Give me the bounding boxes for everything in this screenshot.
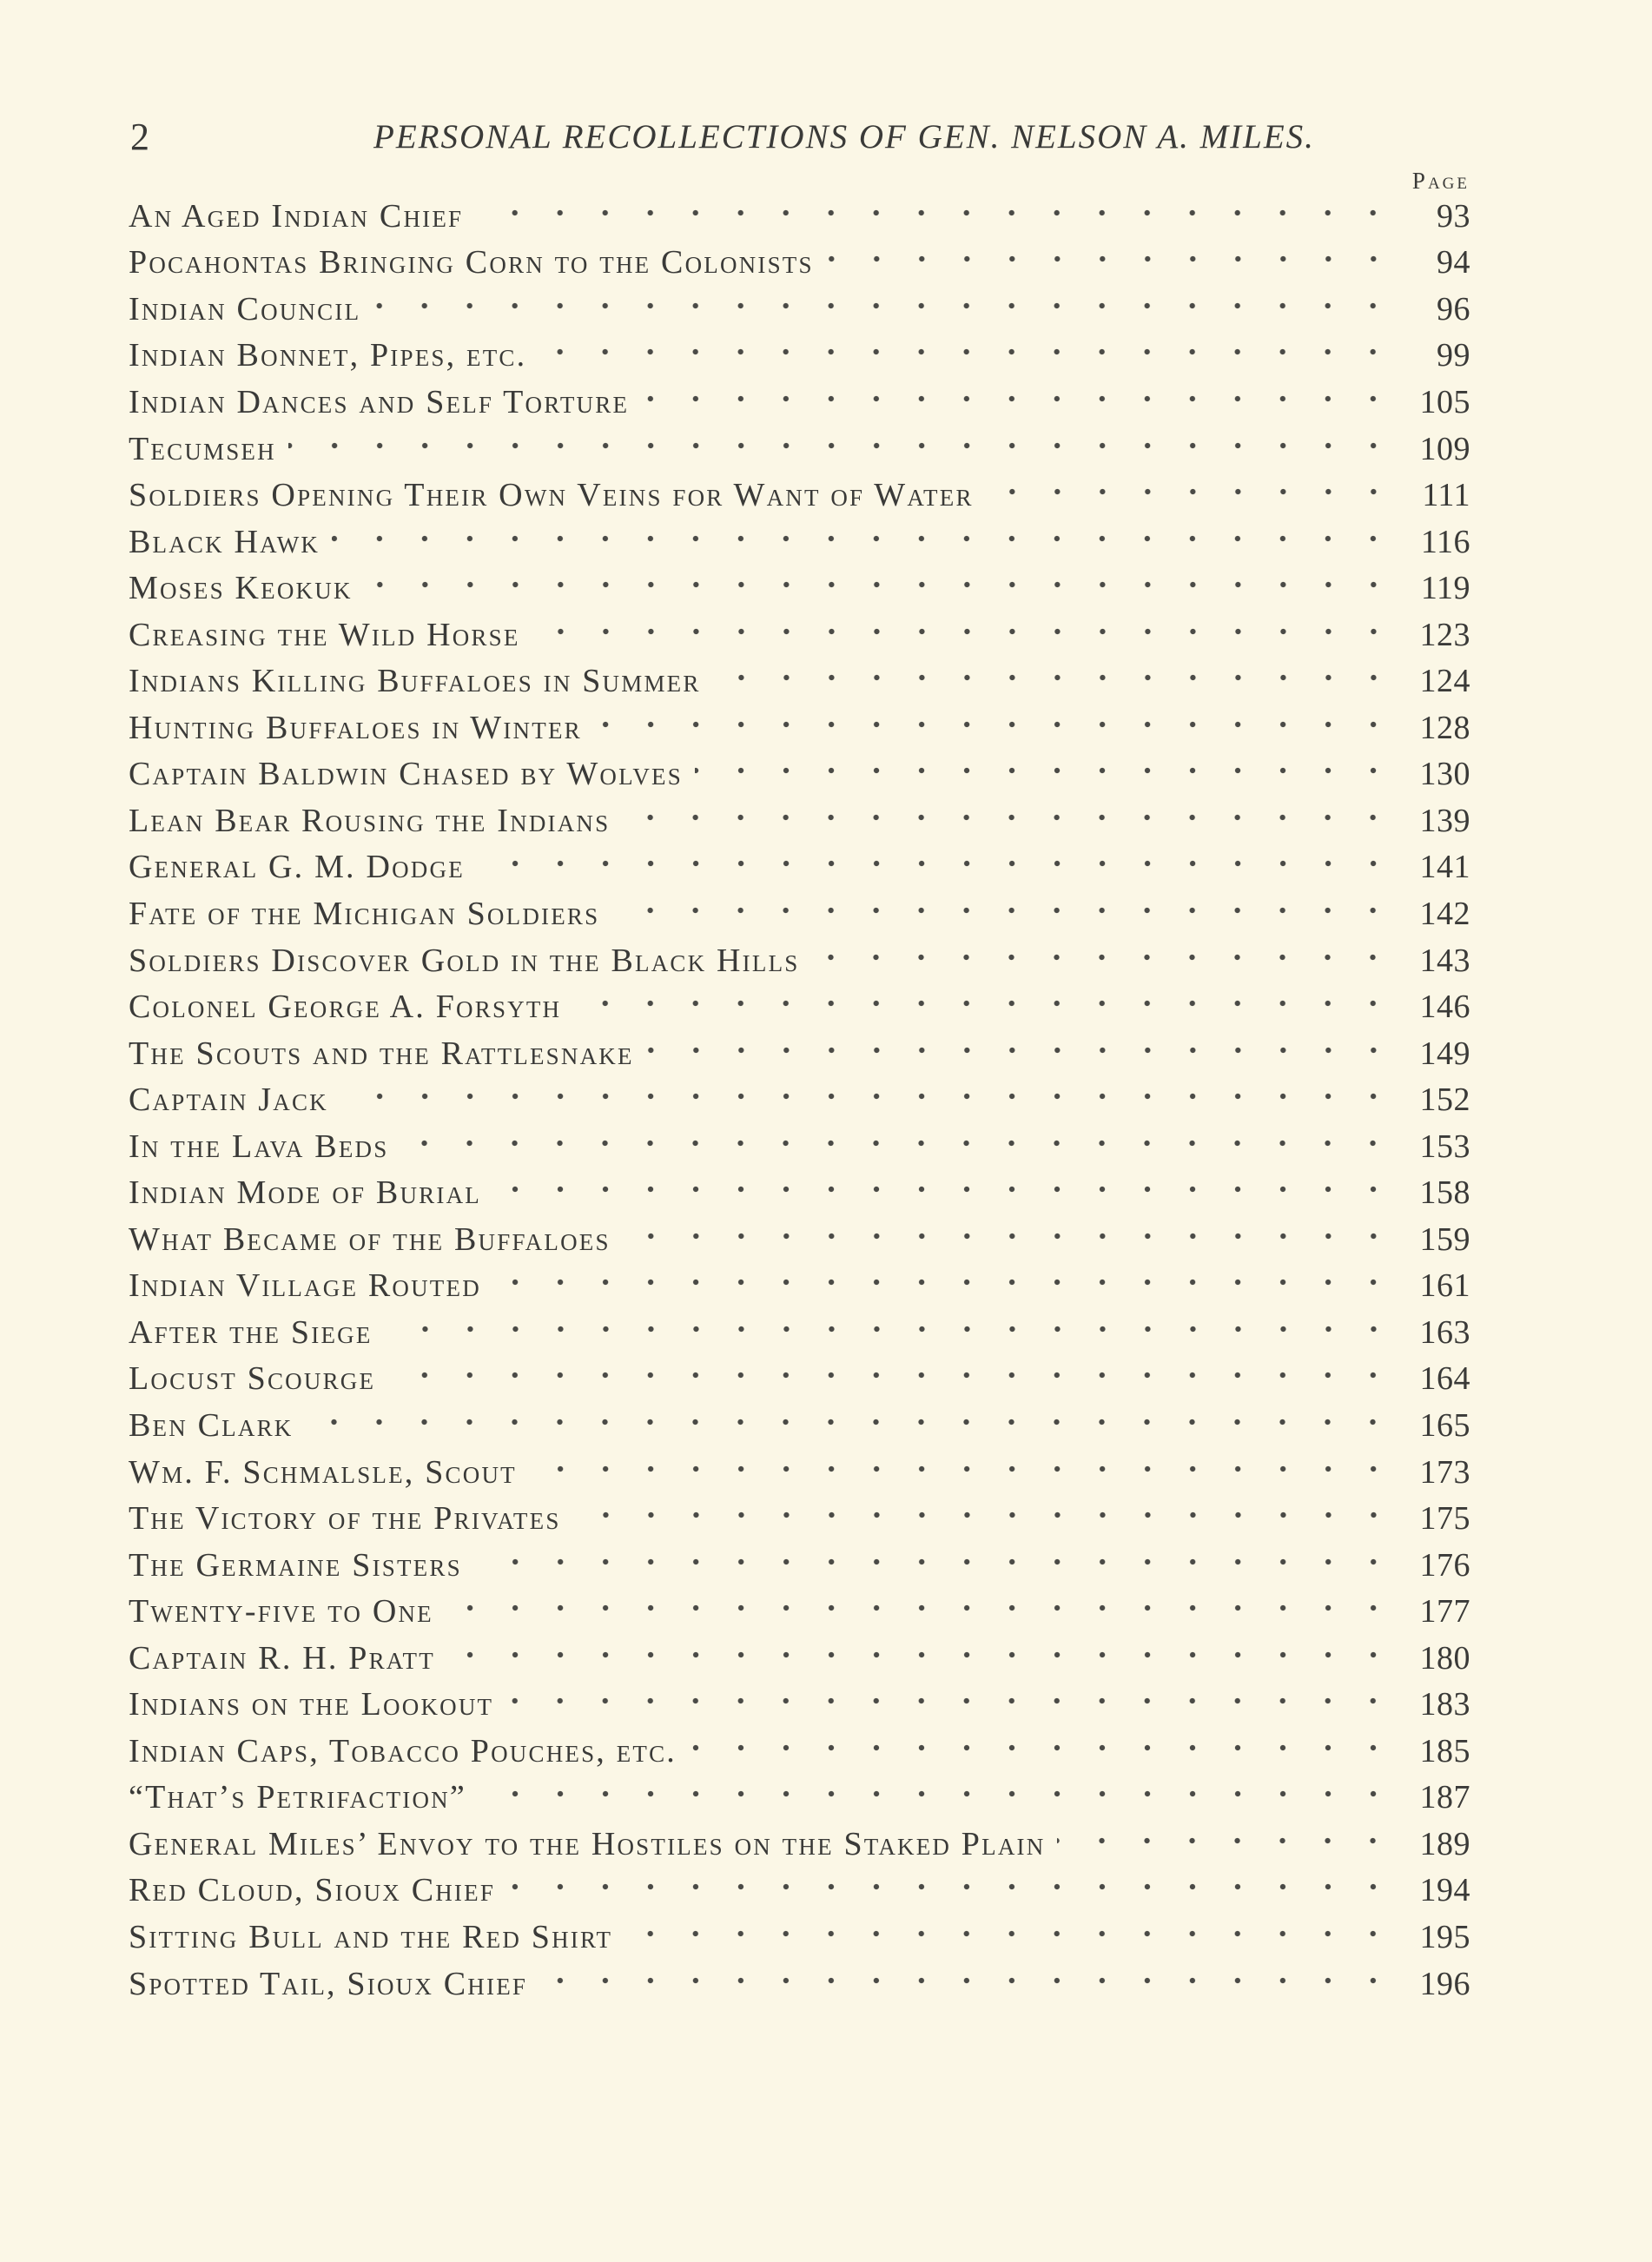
entry-page-number: 175: [1419, 1500, 1470, 1538]
toc-entry: [129, 426, 1470, 473]
entry-title: Indians on the Lookout: [129, 1686, 494, 1723]
toc-entry: [129, 1309, 1470, 1356]
dot-leader: [474, 1548, 1396, 1583]
dot-leader: [623, 1222, 1396, 1257]
toc-entry: [129, 1542, 1470, 1589]
entry-page-number: 153: [1419, 1128, 1470, 1165]
dot-leader: [539, 338, 1396, 373]
entry-page-number: 105: [1419, 383, 1470, 420]
entry-page-number: 163: [1419, 1313, 1470, 1351]
entry-title: Tecumseh: [129, 430, 276, 467]
toc-entry: [129, 844, 1470, 891]
dot-leader: [986, 478, 1396, 513]
entry-page-number: 119: [1420, 570, 1470, 607]
toc-entry: [129, 1449, 1470, 1496]
toc-entry: [129, 565, 1470, 612]
entry-page-number: 180: [1419, 1639, 1470, 1677]
entry-page-number: 130: [1419, 756, 1470, 793]
entry-page-number: 152: [1419, 1081, 1470, 1119]
entry-page-number: 194: [1419, 1872, 1470, 1909]
entry-title: Indian Caps, Tobacco Pouches, etc.: [129, 1732, 677, 1769]
entry-page-number: 177: [1419, 1593, 1470, 1630]
entry-page-number: 93: [1437, 197, 1470, 235]
entry-title: After the Siege: [129, 1313, 373, 1351]
dot-leader: [288, 432, 1396, 466]
toc-entry: [129, 1775, 1470, 1822]
dot-leader: [713, 664, 1396, 698]
entry-title: Moses Keokuk: [129, 570, 353, 607]
toc-entry: [129, 1635, 1470, 1682]
dot-leader: [689, 1734, 1396, 1769]
toc-entry: [129, 1263, 1470, 1310]
dot-leader: [365, 571, 1396, 605]
entry-title: Captain R. H. Pratt: [129, 1639, 435, 1677]
entry-title: Colonel George A. Forsyth: [129, 989, 562, 1026]
entry-page-number: 189: [1419, 1825, 1470, 1862]
toc-entry: [129, 1588, 1470, 1635]
dot-leader: [811, 943, 1396, 978]
entry-page-number: 139: [1419, 802, 1470, 839]
entry-page-number: 187: [1419, 1779, 1470, 1816]
toc-entry: [129, 379, 1470, 426]
dot-leader: [695, 757, 1396, 791]
entry-page-number: 158: [1419, 1174, 1470, 1212]
dot-leader: [400, 1129, 1396, 1164]
running-head: [130, 111, 1485, 163]
entry-title: Black Hawk: [129, 523, 320, 560]
entry-page-number: 128: [1419, 709, 1470, 746]
entry-title: In the Lava Beds: [129, 1128, 389, 1165]
dot-leader: [447, 1641, 1396, 1676]
toc-entry: [129, 1961, 1470, 2007]
entry-title: Pocahontas Bringing Corn to the Colonists: [129, 244, 814, 281]
toc-entry: [129, 193, 1470, 240]
dot-leader: [611, 896, 1396, 931]
entry-page-number: 96: [1437, 290, 1470, 327]
entry-title: General Miles’ Envoy to the Hostiles on the Staked Plain: [129, 1825, 1046, 1862]
entry-page-number: 109: [1419, 430, 1470, 467]
toc-entry: [129, 1868, 1470, 1915]
toc-entry: [129, 1076, 1470, 1123]
toc-entry: [129, 1914, 1470, 1961]
entry-page-number: 123: [1419, 616, 1470, 653]
entry-page-number: 165: [1419, 1406, 1470, 1444]
dot-leader: [641, 385, 1396, 420]
entry-page-number: 185: [1419, 1732, 1470, 1769]
toc-entry: [129, 240, 1470, 287]
entry-page-number: 173: [1419, 1453, 1470, 1491]
entry-title: The Scouts and the Rattlesnake: [129, 1035, 634, 1072]
entry-title: Wm. F. Schmalsle, Scout: [129, 1453, 517, 1491]
toc-entry: [129, 1216, 1470, 1263]
dot-leader: [373, 292, 1396, 327]
dot-leader: [493, 1175, 1396, 1210]
toc-entry: [129, 658, 1470, 704]
entry-title: Red Cloud, Sioux Chief: [129, 1872, 496, 1909]
running-title: PERSONAL RECOLLECTIONS OF GEN. NELSON A. MILES.: [373, 118, 1315, 155]
entry-page-number: 116: [1420, 523, 1470, 560]
entry-title: Captain Jack: [129, 1081, 328, 1119]
dot-leader: [493, 1268, 1396, 1303]
dot-leader: [305, 1408, 1396, 1443]
entry-title: Spotted Tail, Sioux Chief: [129, 1965, 528, 2002]
entry-page-number: 149: [1419, 1035, 1470, 1072]
toc-entry: [129, 983, 1470, 1030]
entry-title: Fate of the Michigan Soldiers: [129, 895, 600, 932]
entry-page-number: 99: [1437, 337, 1470, 374]
entry-title: Indian Council: [129, 290, 361, 327]
entry-page-number: 143: [1419, 942, 1470, 979]
dot-leader: [529, 1455, 1396, 1490]
entry-title: Indian Dances and Self Torture: [129, 383, 630, 420]
entry-title: Indian Mode of Burial: [129, 1174, 481, 1212]
toc-entry: [129, 1123, 1470, 1170]
toc-entry: [129, 1169, 1470, 1216]
dot-leader: [475, 199, 1396, 234]
toc-entry: [129, 1356, 1470, 1403]
page-number: 2: [130, 116, 149, 158]
entry-title: The Victory of the Privates: [129, 1500, 561, 1538]
entry-page-number: 124: [1419, 663, 1470, 700]
dot-leader: [532, 618, 1396, 652]
dot-leader: [646, 1036, 1396, 1071]
toc-entry: [129, 704, 1470, 751]
dot-leader: [539, 1967, 1396, 2001]
dot-leader: [507, 1873, 1396, 1908]
dot-leader: [594, 711, 1396, 745]
entry-page-number: 141: [1419, 849, 1470, 886]
entry-page-number: 183: [1419, 1686, 1470, 1723]
entry-page-number: 161: [1419, 1267, 1470, 1305]
entry-title: An Aged Indian Chief: [129, 197, 464, 235]
entry-page-number: 176: [1419, 1546, 1470, 1584]
dot-leader: [573, 1501, 1396, 1536]
entry-title: General G. M. Dodge: [129, 849, 465, 886]
dot-leader: [446, 1594, 1396, 1629]
entry-title: Soldiers Opening Their Own Veins for Want of Water: [129, 477, 974, 514]
dot-leader: [477, 850, 1396, 884]
toc-entry: [129, 797, 1470, 844]
toc-entry: [129, 519, 1470, 566]
dot-leader: [332, 525, 1396, 559]
entry-title: Hunting Buffaloes in Winter: [129, 709, 582, 746]
toc-entry: [129, 612, 1470, 658]
entry-title: Sitting Bull and the Red Shirt: [129, 1919, 613, 1955]
dot-leader: [479, 1780, 1396, 1815]
dot-leader: [573, 989, 1396, 1024]
page-column-label: Page: [1411, 168, 1470, 194]
entry-title: Twenty-five to One: [129, 1593, 433, 1630]
entry-page-number: 142: [1419, 895, 1470, 932]
entry-page-number: 159: [1419, 1220, 1470, 1258]
toc-entry: [129, 1402, 1470, 1449]
entry-page-number: 164: [1419, 1360, 1470, 1398]
entry-title: Ben Clark: [129, 1406, 294, 1444]
entry-page-number: 195: [1419, 1919, 1470, 1955]
toc-entry: [129, 472, 1470, 519]
entry-title: Locust Scourge: [129, 1360, 376, 1398]
entry-title: Indian Bonnet, Pipes, etc.: [129, 337, 527, 374]
dot-leader: [506, 1687, 1396, 1722]
illustrations-list: [129, 193, 1470, 2007]
toc-entry: [129, 1821, 1470, 1868]
toc-entry: [129, 286, 1470, 333]
entry-page-number: 196: [1419, 1965, 1470, 2002]
entry-title: Indians Killing Buffaloes in Summer: [129, 663, 701, 700]
toc-entry: [129, 937, 1470, 984]
dot-leader: [340, 1082, 1396, 1117]
entry-page-number: 146: [1419, 989, 1470, 1026]
entry-page-number: 94: [1437, 244, 1470, 281]
entry-title: “That’s Petrifaction”: [129, 1779, 466, 1816]
entry-page-number: 111: [1422, 477, 1470, 514]
entry-title: The Germaine Sisters: [129, 1546, 462, 1584]
entry-title: What Became of the Buffaloes: [129, 1220, 611, 1258]
toc-entry: [129, 1030, 1470, 1077]
dot-leader: [622, 804, 1396, 838]
dot-leader: [1057, 1827, 1396, 1862]
dot-leader: [385, 1315, 1396, 1350]
entry-title: Captain Baldwin Chased by Wolves: [129, 756, 683, 793]
entry-title: Creasing the Wild Horse: [129, 616, 520, 653]
dot-leader: [624, 1920, 1396, 1954]
toc-entry: [129, 1495, 1470, 1542]
entry-title: Soldiers Discover Gold in the Black Hills: [129, 942, 800, 979]
toc-entry: [129, 1728, 1470, 1775]
toc-entry: [129, 890, 1470, 937]
dot-leader: [826, 245, 1396, 280]
toc-entry: [129, 751, 1470, 798]
entry-title: Lean Bear Rousing the Indians: [129, 802, 611, 839]
entry-title: Indian Village Routed: [129, 1267, 481, 1305]
dot-leader: [387, 1361, 1396, 1396]
toc-entry: [129, 333, 1470, 380]
toc-entry: [129, 1682, 1470, 1729]
